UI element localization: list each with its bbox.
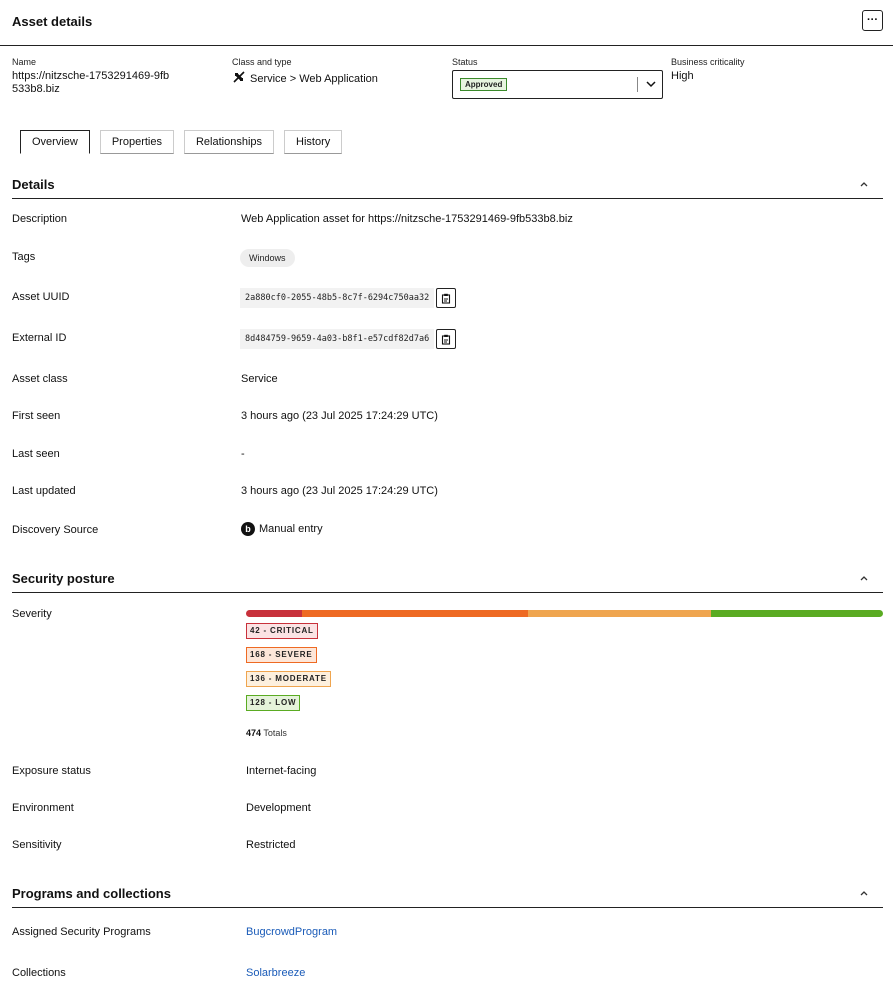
tab-overview[interactable]: Overview [20, 130, 90, 154]
name-value: https://nitzsche-1753291469-9fb533b8.biz [12, 70, 170, 95]
external-id-value: 8d484759-9659-4a03-b8f1-e57cdf82d7a6 [240, 329, 434, 349]
class-field [232, 57, 378, 88]
description-label: Description [12, 213, 68, 225]
last-seen-label: Last seen [12, 448, 60, 460]
uuid-box [240, 288, 456, 308]
security-title: Security posture [12, 571, 115, 586]
clipboard-icon [441, 293, 451, 304]
clipboard-icon [441, 334, 451, 345]
sensitivity-label: Sensitivity [12, 839, 62, 851]
page-header [0, 0, 893, 46]
criticality-label: Business criticality [671, 57, 745, 67]
status-select[interactable] [452, 70, 663, 99]
sensitivity-value: Restricted [246, 839, 296, 851]
severity-severe-badge: 168 - SEVERE [246, 647, 317, 663]
status-badge: Approved [460, 78, 507, 91]
asset-class-label: Asset class [12, 373, 68, 385]
severity-moderate-badge: 136 - MODERATE [246, 671, 331, 687]
name-label: Name [12, 57, 37, 67]
discovery-source-value: Manual entry [259, 523, 323, 535]
severity-segment-moderate [528, 610, 711, 617]
assigned-program-link[interactable]: BugcrowdProgram [246, 926, 338, 938]
uuid-value: 2a880cf0-2055-48b5-8c7f-6294c750aa32 [240, 288, 434, 308]
last-updated-label: Last updated [12, 485, 76, 497]
external-id-label: External ID [12, 332, 67, 344]
severity-segment-critical [246, 610, 302, 617]
severity-segment-low [711, 610, 883, 617]
description-value: Web Application asset for https://nitzsche-1753291469-9fb533b8.biz [241, 213, 573, 225]
criticality-field [671, 57, 745, 83]
environment-label: Environment [12, 802, 74, 814]
page-title: Asset details [12, 14, 93, 29]
tab-properties[interactable]: Properties [100, 130, 174, 154]
tab-relationships[interactable]: Relationships [184, 130, 274, 154]
chevron-up-icon[interactable] [859, 888, 869, 898]
status-label: Status [452, 57, 478, 67]
asset-class-value: Service [241, 373, 278, 385]
bugcrowd-logo-icon: b [241, 522, 255, 536]
criticality-value: High [671, 70, 694, 82]
name-field [12, 57, 182, 96]
totals-count: 474 [246, 728, 262, 738]
chevron-up-icon[interactable] [859, 179, 869, 189]
discovery-source-label: Discovery Source [12, 524, 99, 536]
first-seen-value: 3 hours ago (23 Jul 2025 17:24:29 UTC) [241, 410, 438, 422]
totals-label: Totals [263, 728, 287, 738]
web-application-icon [232, 70, 246, 88]
details-title: Details [12, 177, 55, 192]
severity-totals [246, 728, 287, 738]
security-section-header[interactable] [12, 571, 883, 593]
severity-label: Severity [12, 608, 52, 620]
discovery-source [241, 522, 323, 536]
chevron-down-icon[interactable] [645, 78, 657, 90]
last-seen-value: - [241, 448, 245, 460]
severity-low-badge: 128 - LOW [246, 695, 300, 711]
copy-uuid-button[interactable] [436, 288, 456, 308]
severity-segment-severe [302, 610, 528, 617]
class-value: Service > Web Application [250, 72, 378, 85]
exposure-label: Exposure status [12, 765, 91, 777]
class-label: Class and type [232, 57, 292, 67]
collections-label: Collections [12, 967, 66, 979]
collection-link[interactable]: Solarbreeze [246, 967, 306, 979]
status-divider [637, 77, 638, 92]
tags-label: Tags [12, 251, 36, 263]
chevron-up-icon[interactable] [859, 573, 869, 583]
uuid-label: Asset UUID [12, 291, 70, 303]
copy-external-id-button[interactable] [436, 329, 456, 349]
status-field [452, 57, 663, 99]
tab-history[interactable]: History [284, 130, 342, 154]
details-section-header[interactable] [12, 177, 883, 199]
environment-value: Development [246, 802, 311, 814]
tab-bar [20, 130, 342, 154]
severity-bar [246, 610, 883, 617]
first-seen-label: First seen [12, 410, 61, 422]
last-updated-value: 3 hours ago (23 Jul 2025 17:24:29 UTC) [241, 485, 438, 497]
more-options-button[interactable]: ··· [862, 10, 883, 31]
assigned-programs-label: Assigned Security Programs [12, 926, 151, 938]
programs-section-header[interactable] [12, 886, 883, 908]
severity-critical-badge: 42 - CRITICAL [246, 623, 318, 639]
tag-chip: Windows [240, 249, 295, 267]
external-id-box [240, 329, 456, 349]
exposure-value: Internet-facing [246, 765, 317, 777]
programs-title: Programs and collections [12, 886, 171, 901]
